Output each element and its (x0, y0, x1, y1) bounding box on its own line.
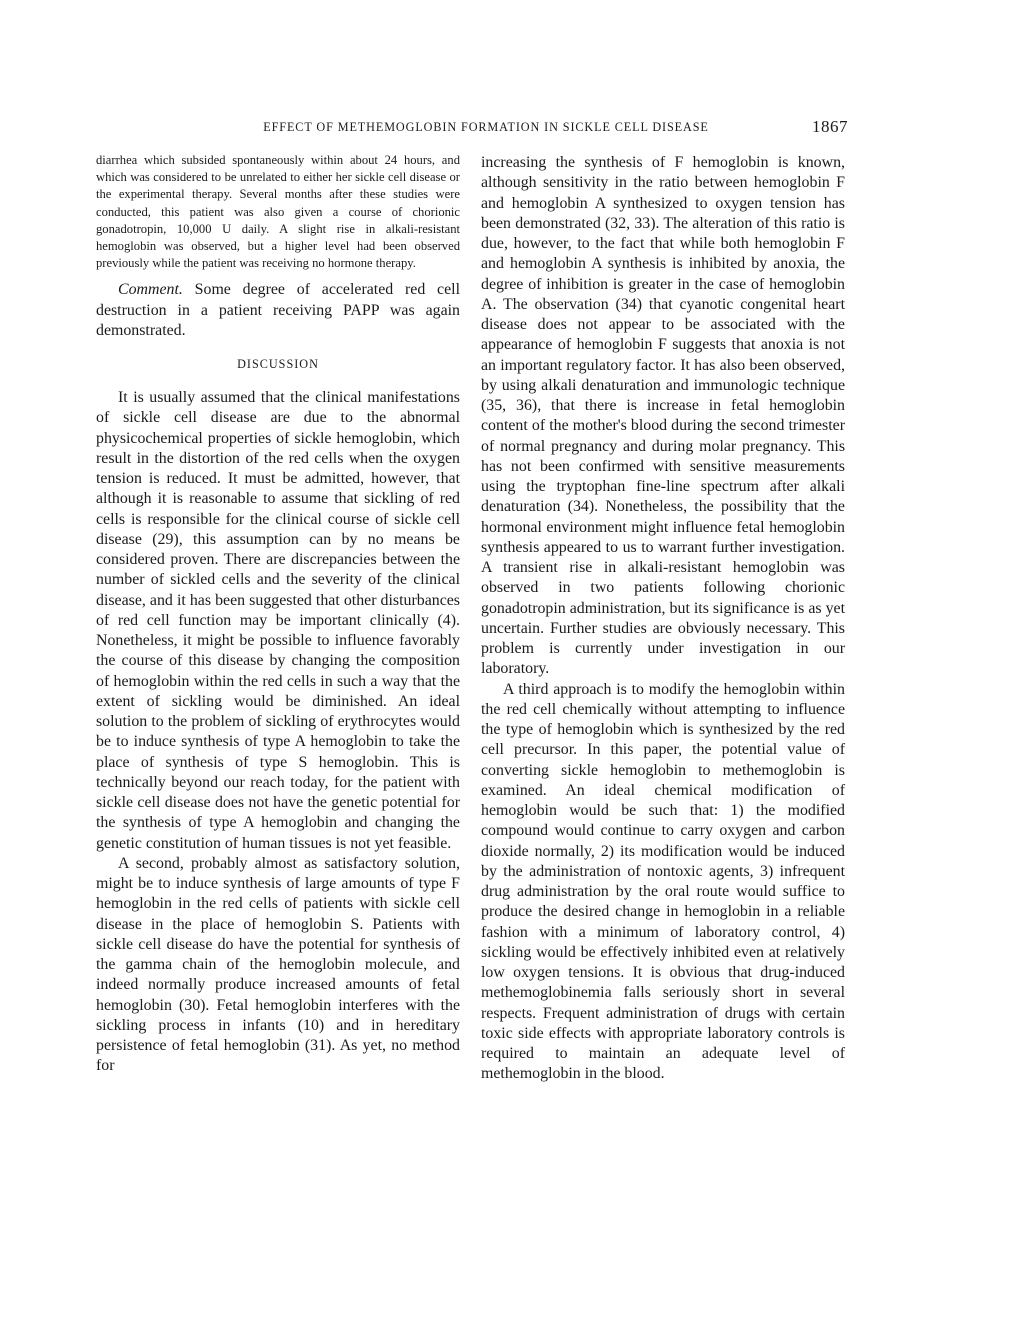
right-column (481, 153, 845, 1085)
discussion-paragraph-1: It is usually assumed that the clinical manifestations of sickle cell disease are due to the abnormal physicochemical properties of sickle hemoglobin, which result in the distortion of the red cells when the oxygen tension is reduced. It must be admitted, however, that although it is reasonable to assume that sickling of red cells is responsible for the clinical course of sickle cell disease (29), this assumption can by no means be considered proven. There are discrepancies between the number of sickled cells and the severity of the clinical disease, and it has been suggested that other disturbances of red cell function may be important clinically (4). Nonetheless, it might be possible to influence favorably the course of this disease by changing the composition of hemoglobin within the red cells in such a way that the extent of sickling would be diminished. An ideal solution to the problem of sickling of erythrocytes would be to induce synthesis of type A hemoglobin to take the place of synthesis of type S hemoglobin. This is technically beyond our reach today, for the patient with sickle cell disease does not have the genetic potential for the synthesis of type A hemoglobin and changing the genetic constitution of human tissues is not yet feasible. (96, 389, 460, 852)
discussion-paragraph-3: increasing the synthesis of F hemoglobin is known, although sensitivity in the ratio between hemoglobin F and hemoglobin A synthesized to oxygen tension has been demonstrated (32, 33). The alteration of this ratio is due, however, to the fact that while both hemoglobin F and hemoglobin A synthesis is inhibited by anoxia, the degree of inhibition is greater in the case of hemoglobin A. The observation (34) that cyanotic congenital heart disease does not appear to be associated with the appearance of hemoglobin F suggests that anoxia is not an important regulatory factor. It has also been observed, by using alkali denaturation and immunologic technique (35, 36), that there is increase in fetal hemoglobin content of the mother's blood during the second trimester of normal pregnancy and during molar pregnancy. This has not been confirmed with sensitive measurements using the tryptophan fine-line spectrum after alkali denaturation (34). Nonetheless, the possibility that the hormonal environment might influence fetal hemoglobin synthesis appeared to us to warrant further investigation. A transient rise in alkali-resistant hemoglobin was observed in two patients following chorionic gonadotropin administration, but its significance is as yet uncertain. Further studies are obviously necessary. This problem is currently under investigation in our laboratory. (481, 154, 845, 678)
section-heading-discussion: DISCUSSION (237, 357, 319, 372)
discussion-paragraph-4: A third approach is to modify the hemoglobin within the red cell chemically without attempting to influence the type of hemoglobin which is synthesized by the red cell precursor. In this paper, the potential value of converting sickle hemoglobin to methemoglobin is examined. An ideal chemical modification of hemoglobin would be such that: 1) the modified compound would continue to carry oxygen and carbon dioxide normally, 2) its modification would be induced by the administration of nontoxic agents, 3) infrequent drug administration by the oral route would suffice to produce the desired change in hemoglobin in a reliable fashion with a minimum of laboratory control, 4) sickling would be effectively inhibited even at relatively low oxygen tensions. It is obvious that drug-induced methemoglobinemia falls seriously short in several respects. Frequent administration of drugs with certain toxic side effects with appropriate laboratory controls is required to maintain an adequate level of methemoglobin in the blood. (481, 680, 845, 1083)
comment-text: Some degree of accelerated red cell destruction in a patient receiving PAPP was again demonstrated. (96, 281, 460, 339)
running-head: EFFECT OF METHEMOGLOBIN FORMATION IN SICKLE CELL DISEASE (263, 120, 709, 134)
page-number: 1867 (812, 117, 848, 136)
left-column (96, 152, 460, 1077)
comment-lead: Comment. (118, 281, 183, 299)
discussion-paragraph-2: A second, probably almost as satisfactory solution, might be to induce synthesis of large amounts of type F hemoglobin in the red cells of patients with sickle cell disease in the place of hemoglobin S. Patients with sickle cell disease do have the potential for synthesis of the gamma chain of the hemoglobin molecule, and indeed normally produce increased amounts of fetal hemoglobin (30). Fetal hemoglobin interferes with the sickling process in infants (10) and in hereditary persistence of fetal hemoglobin (31). As yet, no method for (96, 854, 460, 1075)
comment-paragraph (96, 280, 460, 341)
case-note-paragraph: diarrhea which subsided spontaneously within about 24 hours, and which was considered to be unrelated to either her sickle cell disease or the experimental therapy. Several months after these studies were conducted, this patient was also given a course of chorionic gonadotropin, 10,000 U daily. A slight rise in alkali-resistant hemoglobin was observed, but a higher level had been observed previously while the patient was receiving no hormone therapy. (96, 153, 460, 271)
